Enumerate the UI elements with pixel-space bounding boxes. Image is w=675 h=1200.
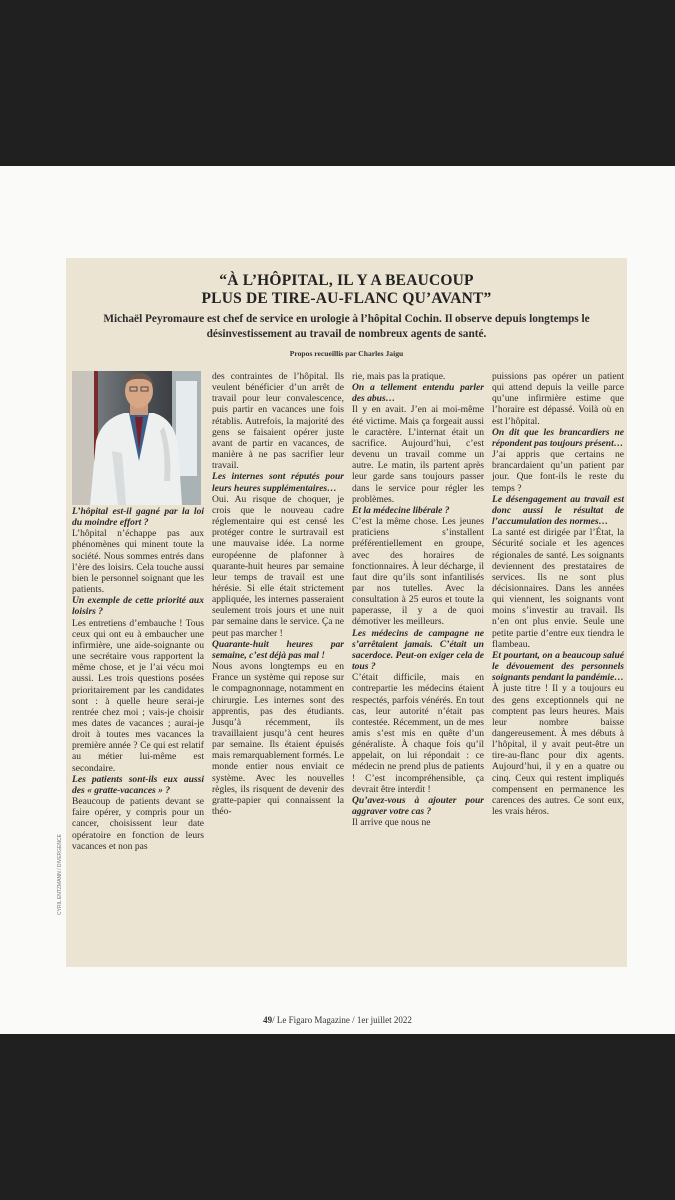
headline xyxy=(66,272,627,308)
question: Un exemple de cette priorité aux loisirs ? xyxy=(72,595,204,618)
answer: rie, mais pas la pratique. xyxy=(352,371,446,382)
headline-line-2: PLUS DE TIRE-AU-FLANC QU’AVANT” xyxy=(201,290,492,307)
text-column-1 xyxy=(72,506,204,852)
question: On a tellement entendu parler des abus… xyxy=(352,382,484,405)
answer: Les entretiens d’embauche ! Tous ceux qui ont eu à embaucher une infirmière, une aide-soignante ou une secrétaire vous rapportent la même chose, et je l’ai vécu moi aussi. Les trois questions posées prioritairement par les candidates sont : à quelle heure serai-je rentrée chez moi ; vais-je choisir mes dates de vacances ; aurai-je droit à toutes mes vacances la première année ? Ce qui est relatif au métier lui-même est secondaire. xyxy=(72,617,204,774)
answer: puissions pas opérer un patient qui attend depuis la veille parce qu’une infirmière estime que l’horaire est dépassé. Voilà où en est l’hôpital. xyxy=(492,371,624,427)
answer: Nous avons longtemps eu en France un système qui repose sur le compagnonnage, notamment en chirurgie. Les internes sont des apprentis, pas des étudiants. Jusqu’à récemment, ils travaillaient jusqu’à cent heures par semaine. Ils étaient épuisés mais remarquablement formés. Le monde entier nous enviait ce système. Avec les nouvelles règles, ils risquent de devenir des gratte-papier qui connaissent la théo- xyxy=(212,661,344,818)
answer: Beaucoup de patients devant se faire opérer, y compris pour un cancer, choisissent leur date opératoire en fonction de leurs vacances et non pas xyxy=(72,796,204,852)
answer: La santé est dirigée par l’État, la Sécurité sociale et les agences régionales de santé. Les soignants deviennent des prestataires de services. Ils ne sont plus décisionnaires. Dans les années qui viennent, les soignants vont moins s’investir au travail. Ils n’en ont plus envie. Seule une petite partie d’entre eux tiendra le flambeau. xyxy=(492,527,624,650)
standfirst: Michaël Peyromaure est chef de service en urologie à l’hôpital Cochin. Il observe depuis longtemps le désinvestissement au travail de nombreux agents de santé. xyxy=(103,313,590,340)
byline: Propos recueillis par Charles Jaigu xyxy=(289,349,404,358)
question: Qu’avez-vous à ajouter pour aggraver votre cas ? xyxy=(352,794,484,818)
question: Les internes sont réputés pour leurs heures supplémentaires… xyxy=(212,471,344,494)
answer: C’est la même chose. Les jeunes praticiens s’installent préférentiellement en groupe, avec des horaires de fonctionnaires. À leur décharge, il faut dire qu’ils sont infantilisés par nos tutelles. Avec la consultation à 25 euros et toute la paperasse, il y a de quoi démotiver les meilleurs. xyxy=(352,516,484,628)
question: Et la médecine libérale ? xyxy=(352,504,450,516)
text-column-2 xyxy=(212,371,344,817)
question: Le désengagement au travail est donc aussi le résultat de l’accumulation des normes… xyxy=(492,493,624,528)
answer: Il y en avait. J’en ai moi-même été victime. Mais ça forgeait aussi le caractère. L’internat était un sacrifice. Aujourd’hui, c’est devenu un travail comme un autre. Le matin, ils partent après leur garde sans toujours passer dans le service pour régler les problèmes. xyxy=(352,404,484,505)
page-footer xyxy=(0,1015,675,1025)
answer: Il arrive que nous ne xyxy=(352,817,431,829)
question: Quarante-huit heures par semaine, c’est déjà pas mal ! xyxy=(212,638,344,661)
doctor-portrait-image xyxy=(72,371,201,505)
text-column-4 xyxy=(492,371,624,817)
page-number: 49 xyxy=(263,1015,273,1025)
answer: J’ai appris que certains ne brancardaient qu’un patient par jour. Que font-ils le reste du temps ? xyxy=(492,449,624,494)
photo-credit: CYRIL ENTZMANN / DIVERGENCE xyxy=(57,834,63,915)
answer: C’était difficile, mais en contrepartie les médecins étaient respectés, parfois vénérés. En tout cas, leur autorité n’était pas contestée. Récemment, un de mes amis s’est mis en quête d’un généraliste. À chaque fois qu’il appelait, on lui répondait : ce médecin ne prend plus de patients ! C’est incompréhensible, ça devrait être interdit ! xyxy=(352,672,484,795)
question: Les médecins de campagne ne s’arrêtaient jamais. C’était un sacerdoce. Peut-on exiger cela de tous ? xyxy=(352,627,484,673)
magazine-page xyxy=(0,166,675,1034)
interview-panel xyxy=(66,258,627,967)
answer: À juste titre ! Il y a toujours eu des gens exceptionnels qui ne comptent pas leurs heures. Mais leur nombre baisse dangereusement. À mes débuts à l’hôpital, il y avait peut-être un tire-au-flanc pour dix agents. Aujourd’hui, il y en a quatre ou cinq. Ceux qui restent impliqués compensent en permanence les carences des autres. Ce sont eux, les vrais héros. xyxy=(492,683,624,818)
question: Et pourtant, on a beaucoup salué le dévouement des personnels soignants pendant la pandémie… xyxy=(492,649,624,684)
headline-line-1: “À L’HÔPITAL, IL Y A BEAUCOUP xyxy=(219,272,474,289)
portrait-photo xyxy=(72,371,201,505)
question: L’hôpital est-il gagné par la loi du moindre effort ? xyxy=(72,506,204,529)
publication-info: / Le Figaro Magazine / 1er juillet 2022 xyxy=(272,1015,412,1025)
answer: Oui. Au risque de choquer, je crois que le nouveau cadre réglementaire qui est censé les protéger contre le surtravail est une mauvaise idée. La norme européenne de plafonner à quarante-huit heures par semaine leur temps de travail est une hérésie. Si elle était strictement appliquée, les internes passeraient seulement trois jours et une nuit par semaine dans le service. Ça ne peut pas marcher ! xyxy=(212,493,344,639)
text-column-3 xyxy=(352,371,484,828)
question: Les patients sont-ils eux aussi des « gratte-vacances » ? xyxy=(72,773,204,796)
answer: des contraintes de l’hôpital. Ils veulent bénéficier d’un arrêt de travail pour leur convalescence, puis partir en vacances une fois rétablis. Autrefois, la majorité des gens se faisaient opérer juste avant de partir en vacances, de manière à ne pas sacrifier leur travail. xyxy=(212,371,344,472)
question: On dit que les brancardiers ne répondent pas toujours présent… xyxy=(492,426,624,449)
answer: L’hôpital n’échappe pas aux phénomènes qui minent toute la société. Nous sommes entrés dans l’ère des loisirs. Cela touche aussi bien le personnel soignant que les patients. xyxy=(72,528,204,596)
